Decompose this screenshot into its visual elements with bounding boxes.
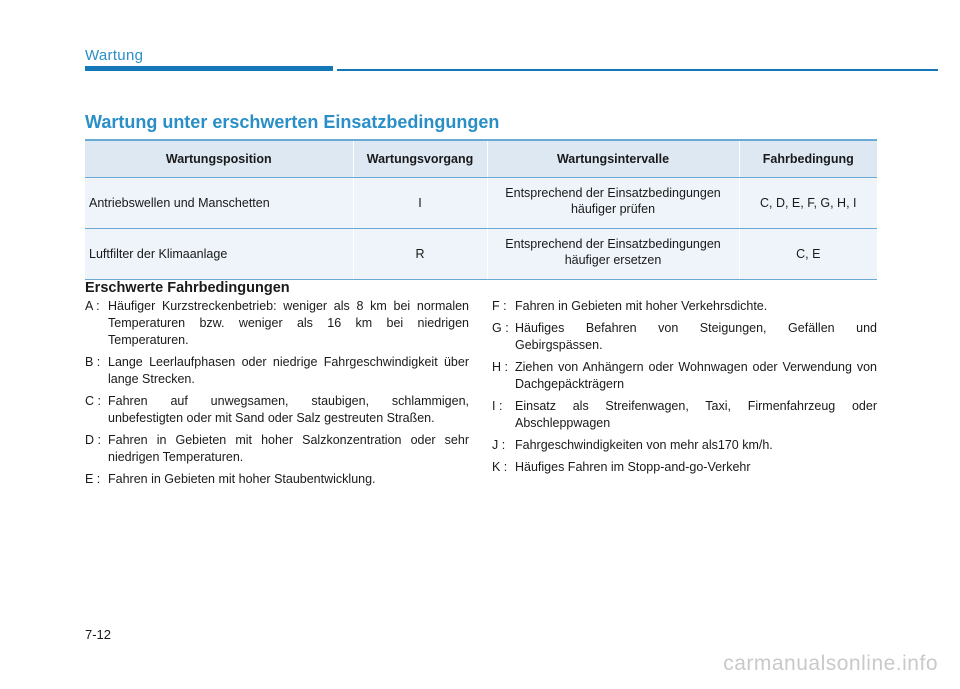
section-label: Wartung xyxy=(85,47,144,64)
table-cell: Luftfilter der Klimaanlage xyxy=(85,229,353,280)
condition-item xyxy=(85,393,469,427)
table-row xyxy=(85,178,877,229)
condition-letter: C : xyxy=(85,394,101,408)
watermark[interactable]: carmanualsonline.info xyxy=(723,652,938,675)
page-title: Wartung unter erschwerten Einsatzbedingungen xyxy=(85,112,500,132)
condition-item xyxy=(85,432,469,466)
table-header-row xyxy=(85,140,877,178)
condition-item xyxy=(492,437,877,454)
column-header: Wartungsposition xyxy=(85,140,353,178)
condition-text: Häufiges Fahren im Stopp-and-go-Verkehr xyxy=(515,460,751,474)
condition-item xyxy=(85,471,469,488)
condition-text: Fahren in Gebieten mit hoher Staubentwicklung. xyxy=(108,472,376,486)
condition-text: Lange Leerlaufphasen oder niedrige Fahrgeschwindigkeit über lange Strecken. xyxy=(108,355,469,386)
maintenance-table xyxy=(85,139,877,280)
column-header: Fahrbedingung xyxy=(739,140,877,178)
condition-letter: K : xyxy=(492,460,508,474)
condition-item xyxy=(492,398,877,432)
condition-letter: F : xyxy=(492,299,507,313)
column-header: Wartungsintervalle xyxy=(487,140,739,178)
table-cell: Antriebswellen und Manschetten xyxy=(85,178,353,229)
condition-text: Häufiges Befahren von Steigungen, Gefällen und Gebirgspässen. xyxy=(515,321,877,352)
table-row xyxy=(85,229,877,280)
page-number: 7-12 xyxy=(85,627,112,642)
table-cell: C, D, E, F, G, H, I xyxy=(739,178,877,229)
table-cell: R xyxy=(353,229,487,280)
condition-letter: H : xyxy=(492,360,508,374)
condition-item xyxy=(492,359,877,393)
column-header: Wartungsvorgang xyxy=(353,140,487,178)
condition-letter: D : xyxy=(85,433,101,447)
conditions-right-column xyxy=(492,298,877,481)
condition-letter: J : xyxy=(492,438,506,452)
header-rule-thin xyxy=(337,69,938,71)
table-cell: Entsprechend der Einsatzbedingungen häufiger prüfen xyxy=(487,178,739,229)
condition-letter: I : xyxy=(492,399,503,413)
condition-letter: E : xyxy=(85,472,101,486)
condition-text: Einsatz als Streifenwagen, Taxi, Firmenfahrzeug oder Abschleppwagen xyxy=(515,399,877,430)
condition-letter: B : xyxy=(85,355,101,369)
condition-text: Fahren in Gebieten mit hoher Salzkonzentration oder sehr niedrigen Temperaturen. xyxy=(108,433,469,464)
condition-item xyxy=(492,298,877,315)
condition-item xyxy=(492,459,877,476)
condition-text: Fahren auf unwegsamen, staubigen, schlammigen, unbefestigten oder mit Sand oder Salz gestreuten Straßen. xyxy=(108,394,469,425)
table-cell: Entsprechend der Einsatzbedingungen häufiger ersetzen xyxy=(487,229,739,280)
condition-letter: A : xyxy=(85,299,100,313)
header-rule-thick xyxy=(85,66,333,71)
table-cell: I xyxy=(353,178,487,229)
condition-item xyxy=(85,354,469,388)
condition-text: Fahrgeschwindigkeiten von mehr als170 km/h. xyxy=(515,438,773,452)
condition-text: Häufiger Kurzstreckenbetrieb: weniger als 8 km bei normalen Temperaturen bzw. weniger als 16 km bei niedrigen Temperaturen. xyxy=(108,299,469,347)
condition-item xyxy=(492,320,877,354)
condition-letter: G : xyxy=(492,321,509,335)
condition-item xyxy=(85,298,469,349)
table-cell: C, E xyxy=(739,229,877,280)
conditions-left-column xyxy=(85,298,469,493)
conditions-heading: Erschwerte Fahrbedingungen xyxy=(85,280,290,296)
condition-text: Ziehen von Anhängern oder Wohnwagen oder Verwendung von Dachgepäckträgern xyxy=(515,360,877,391)
condition-text: Fahren in Gebieten mit hoher Verkehrsdichte. xyxy=(515,299,768,313)
